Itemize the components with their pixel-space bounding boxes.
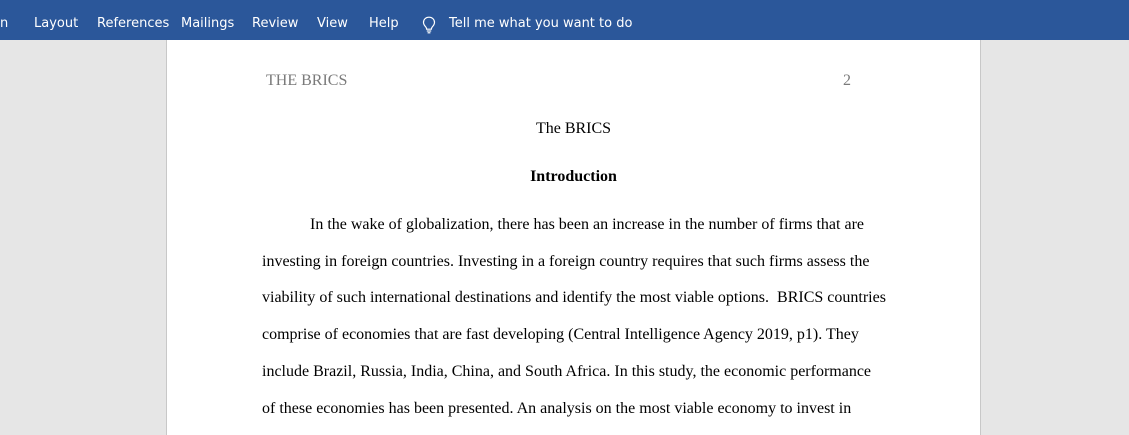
tab-review[interactable]: Review bbox=[252, 16, 299, 31]
tab-design-partial[interactable]: n bbox=[0, 16, 9, 31]
tab-layout[interactable]: Layout bbox=[34, 16, 79, 31]
paragraph-line: comprise of economies that are fast developing (Central Intelligence Agency 2019, p1). They bbox=[262, 326, 859, 343]
tab-mailings[interactable]: Mailings bbox=[181, 16, 235, 31]
paragraph-line: viability of such international destinations and identify the most viable options. BRICS countries bbox=[262, 289, 886, 306]
paragraph-line: investing in foreign countries. Investing in a foreign country requires that such firms assess the bbox=[262, 253, 870, 270]
running-head: THE BRICS bbox=[266, 72, 348, 89]
tab-help[interactable]: Help bbox=[369, 16, 399, 31]
document-title: The BRICS bbox=[535, 120, 612, 137]
paragraph-line: In the wake of globalization, there has been an increase in the number of firms that are bbox=[310, 216, 864, 233]
section-heading: Introduction bbox=[530, 168, 617, 185]
tab-view[interactable]: View bbox=[317, 16, 348, 31]
paragraph-line: include Brazil, Russia, India, China, and South Africa. In this study, the economic performance bbox=[262, 363, 872, 380]
tab-references[interactable]: References bbox=[97, 16, 170, 31]
document-page[interactable] bbox=[166, 40, 981, 435]
page-number: 2 bbox=[843, 72, 851, 89]
paragraph-line: of these economies has been presented. An analysis on the most viable economy to invest in bbox=[262, 400, 852, 417]
ribbon-tab-bar bbox=[0, 0, 1129, 40]
tell-me-search[interactable]: Tell me what you want to do bbox=[449, 16, 633, 31]
lightbulb-icon[interactable] bbox=[422, 16, 436, 34]
